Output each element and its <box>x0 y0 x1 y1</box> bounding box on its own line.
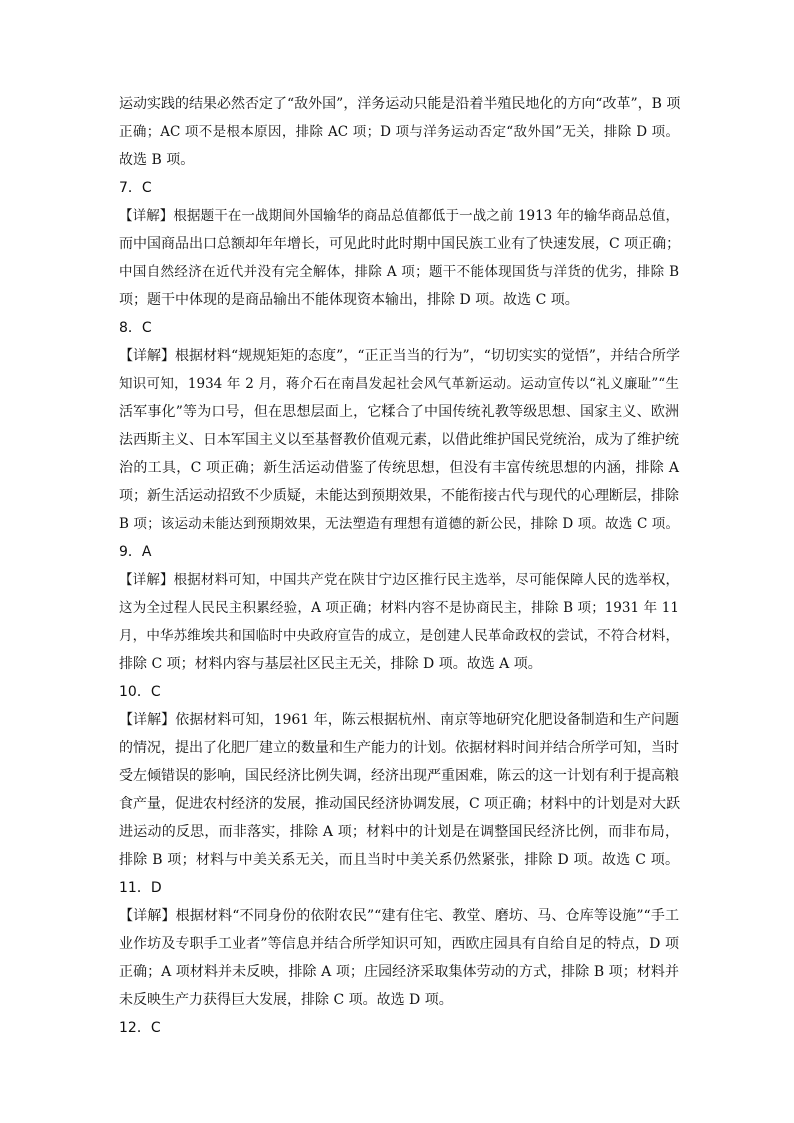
question-number: 7．C <box>119 180 152 196</box>
text-line: 正确；AC 项不是根本原因，排除 AC 项；D 项与洋务运动否定“敌外国”无关，排除 D 项。 <box>119 124 679 140</box>
text-line: 受左倾错误的影响，国民经济比例失调，经济出现严重困难，陈云的这一计划有利于提高粮 <box>119 768 679 784</box>
question-number: 12．C <box>119 1020 161 1036</box>
text-line: 治的工具，C 项正确；新生活运动借鉴了传统思想，但没有丰富传统思想的内涵，排除 A <box>119 460 679 476</box>
text-line: 排除 B 项；材料与中美关系无关，而且当时中美关系仍然紧张，排除 D 项。故选 C 项。 <box>119 852 679 868</box>
text-line: 【详解】根据材料“不同身份的依附农民”“建有住宅、教堂、磨坊、马、仓库等设施”“手工 <box>119 908 679 924</box>
text-line: B 项；该运动未能达到预期效果，无法塑造有理想有道德的新公民，排除 D 项。故选 C 项。 <box>119 516 679 532</box>
text-line: 的情况，提出了化肥厂建立的数量和生产能力的计划。依据材料时间并结合所学可知，当时 <box>119 740 679 756</box>
text-line: 【详解】根据材料可知，中国共产党在陕甘宁边区推行民主选举，尽可能保障人民的选举权， <box>119 572 679 588</box>
text-line: 月，中华苏维埃共和国临时中央政府宣告的成立，是创建人民革命政权的尝试，不符合材料， <box>119 628 679 644</box>
text-line: 活军事化”等为口号，但在思想层面上，它糅合了中国传统礼教等级思想、国家主义、欧洲 <box>119 404 679 420</box>
text-line: 法西斯主义、日本军国主义以至基督教价值观元素，以借此维护国民党统治，成为了维护统 <box>119 432 679 448</box>
answer-explanations <box>119 90 679 1042</box>
text-line: 而中国商品出口总额却年年增长，可见此时此时期中国民族工业有了快速发展，C 项正确； <box>119 236 681 252</box>
text-line: 项；新生活运动招致不少质疑，未能达到预期效果，不能衔接古代与现代的心理断层，排除 <box>119 488 679 504</box>
text-line: 项；题干中体现的是商品输出不能体现资本输出，排除 D 项。故选 C 项。 <box>119 292 579 308</box>
text-line: 正确；A 项材料并未反映，排除 A 项；庄园经济采取集体劳动的方式，排除 B 项；材料并 <box>119 964 679 980</box>
question-number: 8．C <box>119 320 152 336</box>
text-line: 排除 C 项；材料内容与基层社区民主无关，排除 D 项。故选 A 项。 <box>119 656 542 672</box>
text-line: 【详解】根据题干在一战期间外国输华的商品总值都低于一战之前 1913 年的输华商品总值， <box>119 208 679 224</box>
text-line: 【详解】根据材料“规规矩矩的态度”，“正正当当的行为”，“切切实实的觉悟”，并结合所学 <box>119 348 680 364</box>
question-number: 10．C <box>119 684 161 700</box>
text-line: 进运动的反思，而非落实，排除 A 项；材料中的计划是在调整国民经济比例，而非布局， <box>119 824 679 840</box>
text-line: 运动实践的结果必然否定了“敌外国”，洋务运动只能是沿着半殖民地化的方向“改革”，B 项 <box>119 96 681 112</box>
text-line: 这为全过程人民民主积累经验，A 项正确；材料内容不是协商民主，排除 B 项；1931 年 11 <box>119 600 679 616</box>
text-line: 【详解】依据材料可知，1961 年，陈云根据杭州、南京等地研究化肥设备制造和生产问题 <box>119 712 679 728</box>
text-line: 业作坊及专职手工业者”等信息并结合所学知识可知，西欧庄园具有自给自足的特点，D 项 <box>119 936 679 952</box>
text-line: 中国自然经济在近代并没有完全解体，排除 A 项；题干不能体现国货与洋货的优劣，排除 B <box>119 264 679 280</box>
text-line: 食产量，促进农村经济的发展，推动国民经济协调发展，C 项正确；材料中的计划是对大跃 <box>119 796 681 812</box>
text-line: 故选 B 项。 <box>119 152 195 168</box>
text-line: 知识可知，1934 年 2 月，蒋介石在南昌发起社会风气革新运动。运动宣传以“礼义廉耻”“生 <box>119 376 679 392</box>
question-number: 11．D <box>119 880 162 896</box>
question-number: 9．A <box>119 544 152 560</box>
text-line: 未反映生产力获得巨大发展，排除 C 项。故选 D 项。 <box>119 992 453 1008</box>
